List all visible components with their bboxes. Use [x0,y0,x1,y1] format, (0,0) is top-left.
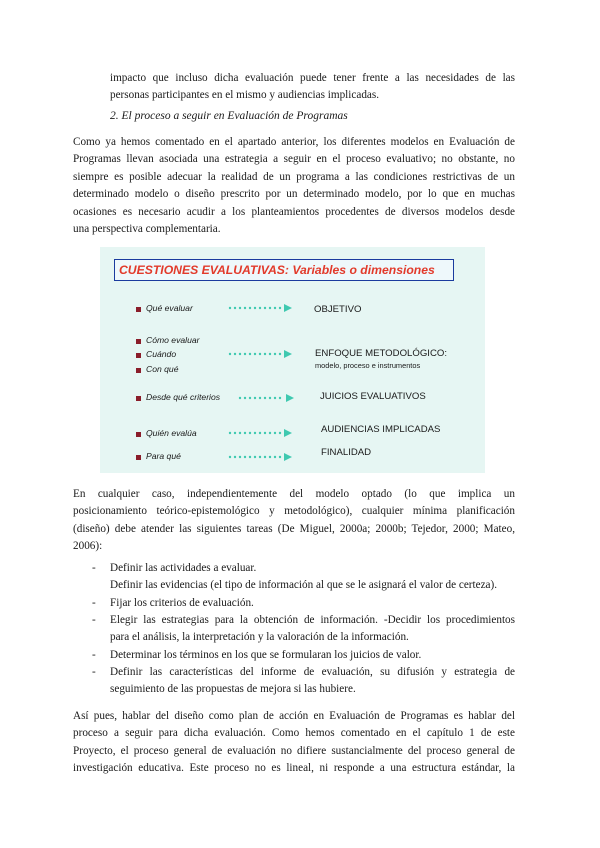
paragraph-line: siempre es posible adecuar la realidad de un programa a las condiciones restrictivas de un [73,170,515,183]
intro-paragraph [110,70,515,105]
list-item [110,647,515,664]
bullet-icon [136,307,141,312]
figure-label-audiencias: AUDIENCIAS IMPLICADAS [321,424,441,435]
bullet-icon [136,396,141,401]
paragraph-line: Proyecto, el proceso general de evaluación no difiere sustancialmente del proceso general de [73,744,515,757]
dotted-arrow-icon [238,394,294,402]
dotted-arrow-icon [228,429,292,437]
dotted-arrow-icon [228,304,292,312]
paragraph-line: Así pues, hablar del diseño como plan de acción en Evaluación de Programas es hablar del [73,710,515,722]
list-dash: - [92,649,96,661]
paragraph-line: una perspectiva complementaria. [73,223,221,236]
figure-item: Para qué [146,451,181,461]
list-item-line: para el análisis, la interpretación y la valoración de la información. [110,631,409,644]
list-item-line: Definir las actividades a evaluar. [110,562,257,574]
figure-title: CUESTIONES EVALUATIVAS: Variables o dimensiones [114,259,454,281]
list-dash: - [92,666,96,678]
bullet-icon [136,455,141,460]
list-dash: - [92,597,96,609]
list-item-line: Elegir las estrategias para la obtención de información. -Decidir los procedimientos [110,614,515,626]
list-item-line: Determinar los términos en los que se formularan los juicios de valor. [110,649,422,661]
evaluative-questions-figure [100,247,485,473]
paragraph-line: determinado modelo o diseño prescrito por un determinado modelo, por lo que en muchas [73,188,515,201]
paragraph-3 [73,708,515,778]
figure-item: Cuándo [146,349,177,359]
list-item [110,595,515,612]
figure-item: Qué evaluar [146,303,193,313]
list-item-line: Definir las características del informe de evaluación, su difusión y estrategia de [110,666,515,678]
paragraph-line: ocasiones es necesario acudir a los planteamientos procedentes de diversos modelos desde [73,205,515,218]
figure-item: Cómo evaluar [146,335,200,345]
figure-item: Con qué [146,364,179,374]
figure-item: Quién evalúa [146,428,197,438]
figure-sublabel-enfoque: modelo, proceso e instrumentos [315,361,421,370]
paragraph-line: proceso a seguir para dicha evaluación. Como hemos comentado en el capítulo 1 de este [73,727,515,740]
bullet-icon [136,339,141,344]
figure-item: Desde qué criterios [146,392,221,402]
list-item-line: Definir las evidencias (el tipo de información al que se le asignará el valor de certeza). [110,579,498,592]
paragraph-line: Programas llevan asociada una estrategia a seguir en el proceso evaluativo; no obstante, no [73,153,515,166]
dotted-arrow-icon [228,350,292,358]
paragraph-line: investigación educativa. Este proceso no es lineal, ni responde a una estructura estándar, la [73,762,515,775]
paragraph-line: 2006): [73,540,103,553]
list-item-line: Fijar los criterios de evaluación. [110,597,254,609]
bullet-icon [136,353,141,358]
paragraph-2 [73,486,515,556]
list-item [110,664,515,699]
list-item [110,560,515,595]
list-dash: - [92,614,96,626]
dotted-arrow-icon [228,453,292,461]
figure-label-finalidad: FINALIDAD [321,447,372,458]
paragraph-line: posicionamiento teórico-epistemológico y metodológico), cualquier mínima planificación [73,505,515,518]
figure-label-objetivo: OBJETIVO [314,304,362,315]
paragraph-1 [73,134,515,238]
list-dash: - [92,562,96,574]
list-item-line: seguimiento de las propuestas de mejora si las hubiere. [110,683,356,696]
paragraph-line: En cualquier caso, independientemente del modelo optado (lo que implica un [73,488,515,500]
bullet-icon [136,432,141,437]
bullet-icon [136,368,141,373]
paragraph-line: Como ya hemos comentado en el apartado anterior, los diferentes modelos en Evaluación de [73,136,515,148]
figure-label-enfoque: ENFOQUE METODOLÓGICO: [315,348,448,359]
figure-label-juicios: JUICIOS EVALUATIVOS [320,391,426,402]
intro-line: personas participantes en el mismo y audiencias implicadas. [110,89,380,102]
list-item [110,612,515,647]
section-heading: 2. El proceso a seguir en Evaluación de Programas [110,110,348,122]
paragraph-line: (diseño) debe atender las siguientes tareas (De Miguel, 2000a; 2000b; Tejedor, 2000; Mateo, [73,522,515,535]
intro-line: impacto que incluso dicha evaluación puede tener frente a las necesidades de las [110,72,515,84]
